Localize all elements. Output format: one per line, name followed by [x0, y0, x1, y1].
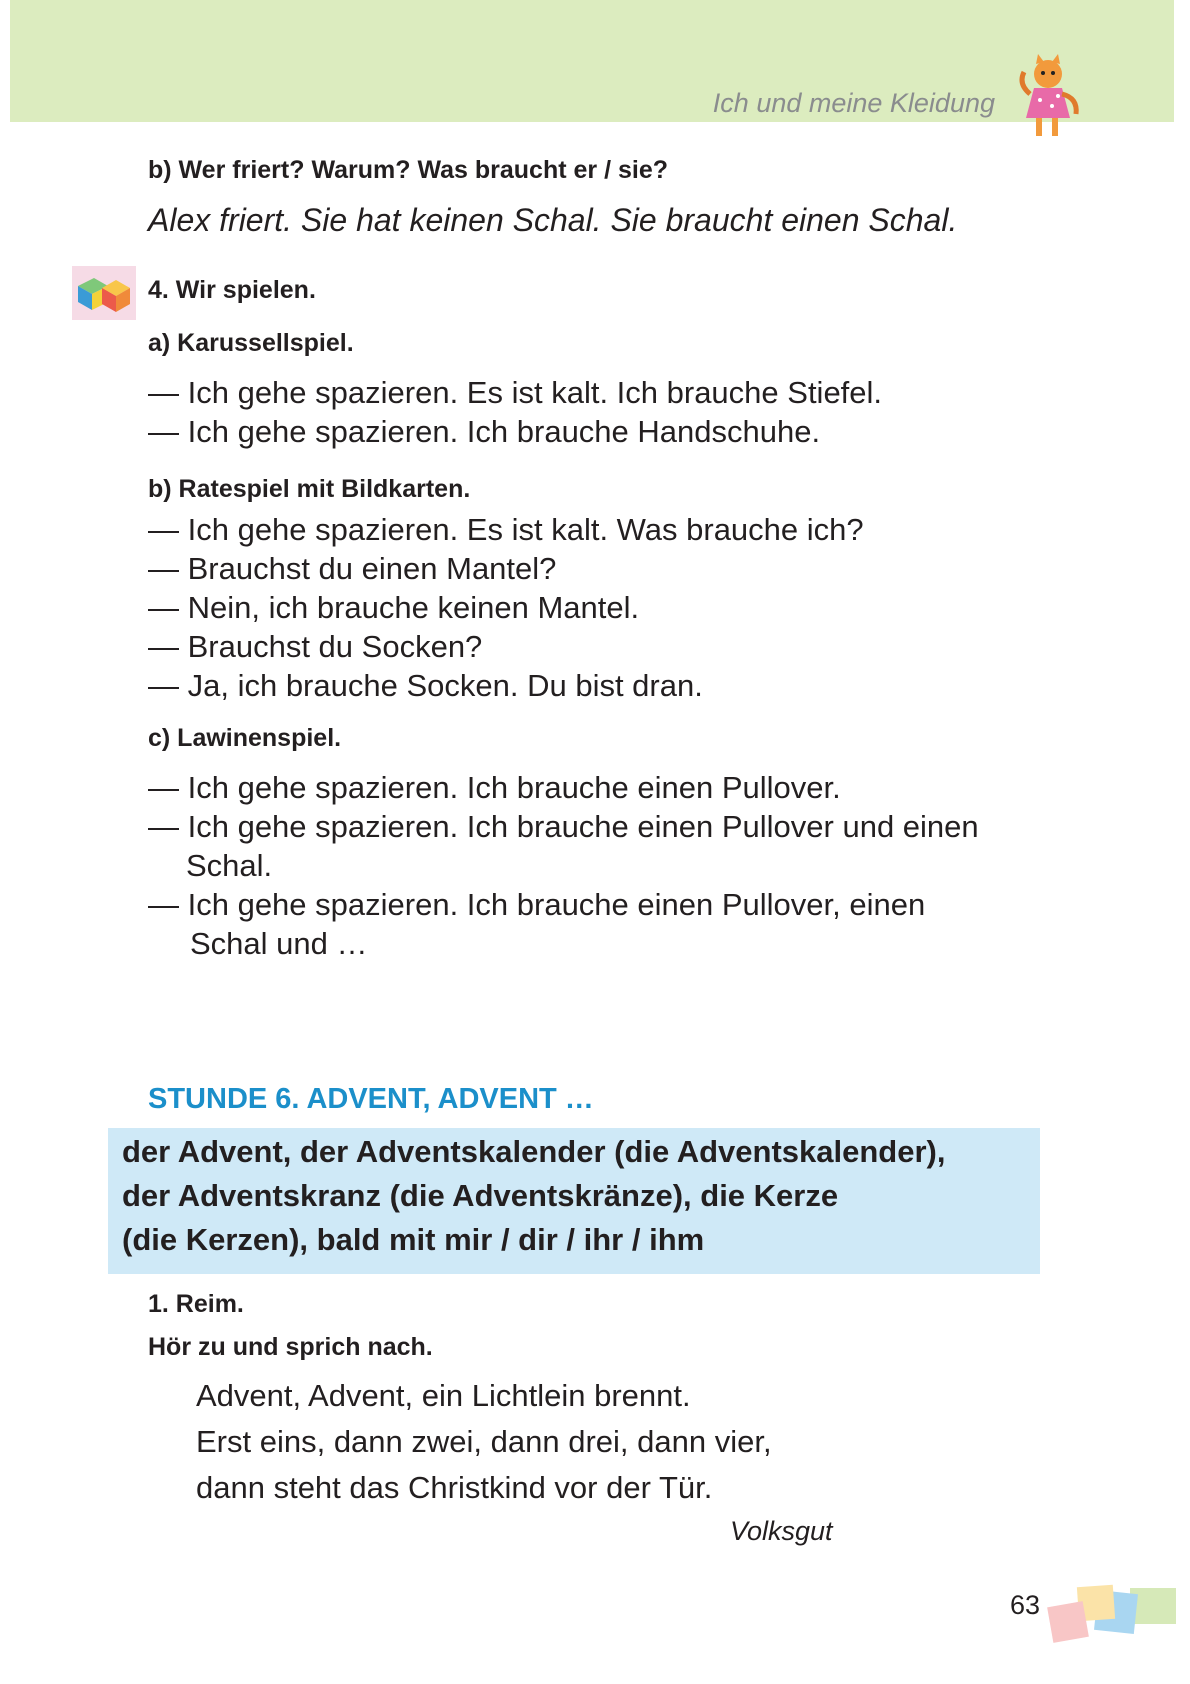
- vocabulary-box: [108, 1128, 1040, 1274]
- task-4c-label: c) Lawinenspiel.: [148, 724, 342, 752]
- poem-line: dann steht das Christkind vor der Tür.: [196, 1470, 713, 1505]
- task-4-title: 4. Wir spielen.: [148, 276, 316, 304]
- lesson-title: STUNDE 6. ADVENT, ADVENT …: [148, 1083, 594, 1115]
- dialog-line: — Ich gehe spazieren. Ich brauche einen Pullover.: [148, 770, 841, 805]
- dialog-line-continuation: Schal.: [186, 848, 273, 883]
- dialog-line-continuation: Schal und …: [190, 926, 368, 961]
- task-1-instruction: Hör zu und sprich nach.: [148, 1333, 433, 1361]
- task-4b-label: b) Ratespiel mit Bildkarten.: [148, 475, 471, 503]
- dialog-line: — Brauchst du Socken?: [148, 629, 483, 664]
- dialog-line: — Ich gehe spazieren. Es ist kalt. Was brauche ich?: [148, 512, 864, 547]
- dialog-line: — Nein, ich brauche keinen Mantel.: [148, 590, 640, 625]
- poem-line: Advent, Advent, ein Lichtlein brennt.: [196, 1378, 691, 1413]
- dice-cubes-icon: [72, 266, 136, 320]
- dialog-line: — Brauchst du einen Mantel?: [148, 551, 557, 586]
- poem-line: Erst eins, dann zwei, dann drei, dann vier,: [196, 1424, 772, 1459]
- task-3b-prompt: b) Wer friert? Warum? Was braucht er / sie?: [148, 156, 668, 184]
- cat-in-dress-icon: [1012, 54, 1084, 144]
- poem-source: Volksgut: [730, 1516, 833, 1546]
- dialog-line: — Ich gehe spazieren. Es ist kalt. Ich brauche Stiefel.: [148, 375, 883, 410]
- task-3b-example: Alex friert. Sie hat keinen Schal. Sie braucht einen Schal.: [148, 202, 958, 238]
- dialog-line: — Ich gehe spazieren. Ich brauche Handschuhe.: [148, 414, 821, 449]
- dialog-line: — Ja, ich brauche Socken. Du bist dran.: [148, 668, 703, 703]
- running-head: Ich und meine Kleidung: [712, 88, 995, 118]
- page-number: 63: [1010, 1590, 1041, 1620]
- vocabulary-line: der Adventskranz (die Adventskränze), die Kerze: [122, 1178, 839, 1213]
- paper-squares-decoration: [1040, 1580, 1180, 1660]
- dialog-line: — Ich gehe spazieren. Ich brauche einen Pullover, einen: [148, 887, 926, 922]
- header-band: [10, 0, 1174, 122]
- task-1-title: 1. Reim.: [148, 1290, 244, 1318]
- dialog-line: — Ich gehe spazieren. Ich brauche einen Pullover und einen: [148, 809, 979, 844]
- vocabulary-line: (die Kerzen), bald mit mir / dir / ihr / ihm: [122, 1222, 705, 1257]
- task-4a-label: a) Karussellspiel.: [148, 329, 354, 357]
- vocabulary-line: der Advent, der Adventskalender (die Adventskalender),: [122, 1134, 946, 1169]
